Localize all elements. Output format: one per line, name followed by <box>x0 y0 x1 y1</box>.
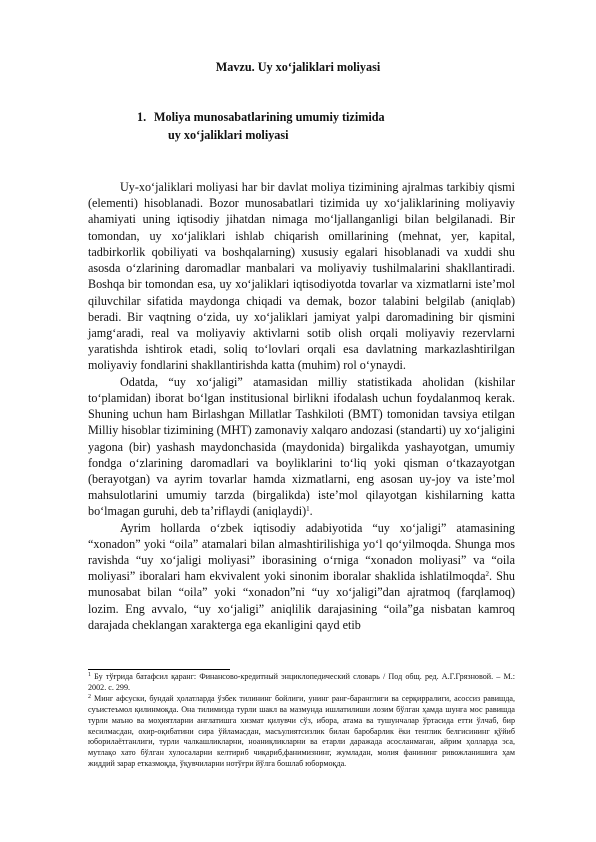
footnote-mark: 2 <box>88 693 91 700</box>
footnote-mark: 1 <box>88 672 91 678</box>
section-title: Moliya munosabatlarining umumiy tizimida <box>154 110 385 124</box>
paragraph <box>88 374 515 520</box>
paragraph-text: Uy-xo‘jaliklari moliyasi har bir davlat moliya tizimining ajralmas tarkibiy qismi (elementi) hisoblanadi. Bozor munosabatlari tizimida uy xo‘jaliklarining moliyaviy ahamiyati uning iqtisodiy jihatdan nimaga mo‘ljallanganligi bilan belgilanadi. Bir tomondan, uy xo‘jaliklari ishlab chiqarish omillarining (mehnat, yer, kapital, tadbirkorlik qobiliyati va boshqalarning) xususiy egalari hisoblanadi va xuddi shu asosda o‘zlarining daromadlar manbalari va moliyaviy tushilmalarini shakllantiradi. Boshqa bir tomondan esa, uy xo‘jaliklari iqtisodiyotda tovarlar va xizmatlarni iste’mol qiluvchilar sifatida maydonga chiqadi va demak, bozor talabini belgilab (aniqlab) beradi. Bir vaqtning o‘zida, uy xo‘jaliklari jamiyat yalpi daromadining bir qismini jamg‘aradi, real va moliyaviy aktivlarni sotib olish orqali moliyaviy rezervlarni yaratishda ishtirok etadi, soliq to‘lovlari orqali esa davlatning markazlashtirilgan moliyaviy fondlarini shakllantirishda katta (muhim) rol o‘ynaydi. <box>88 180 515 373</box>
section-heading-line1 <box>137 108 467 126</box>
paragraph-text-end: . Shu munosabat bilan “oila” yoki “xonadon”ni “uy xo‘jaligi”dan ajratmoq (farqlamoq) lozim. Eng avvalo, “uy xo‘jaligi” aniqlilik darajasining “oila”ga nisbatan kamroq darajada cheklangan xarakterga ega ekanligini qayd etib <box>88 569 515 632</box>
footnote-text: Минг афсуски, бундай ҳолатларда ўзбек тилининг бойлиги, унинг ранг-баранглиги ва серқирралиги, асоссиз равишда, суъистеъмол қилинмоқда. Она тилимизда турли шакл ва мазмунда ишлатилиши лозим бўлган ҳамда шунга мос равишда турли маъно ва моҳиятларни англатишга хизмат қилувчи сўз, ибора, атама ва тушунчалар ўртасида етти ўлчаб, бир кесилмасдан, охир-оқибатини сира ўйламасдан, масъулиятсизлик билан баробарлик ёки тенглик белгисининг қўйиб юборилаётганлиги, турли чалкашликларни, ноаниқликларни ва етарли даражада асосланмаган, айрим ҳолларда эса, мутлақо хато бўлган хулосаларни келтириб чиқариб,фанимизнинг, жумладан, молия фанининг ривожланишига ҳам жиддий зарар етказмоқда, ўқувчиларни нотўғри йўлга бошлаб юбормоқда. <box>88 693 516 769</box>
paragraph-text-end: . <box>309 504 313 519</box>
paragraph <box>88 179 515 374</box>
paragraph-text: Ayrim hollarda o‘zbek iqtisodiy adabiyotida “uy xo‘jaligi” atamasining “xonadon” yoki “oila” atamalari bilan almashtirilishiga yo‘l qo‘yilmoqda. Shunga mos ravishda “uy xo‘jaligi moliyasi” iborasining o‘rniga “xonadon moliyasi” va “oila moliyasi” iboralari ham ekvivalent yoki sinonim iboralar shaklida ishlatilmoqda <box>88 520 515 584</box>
section-heading <box>137 108 467 144</box>
footnote-divider <box>88 669 230 670</box>
section-heading-line2: uy xo‘jaliklari moliyasi <box>168 128 289 142</box>
document-title: Mavzu. Uy xo‘jaliklari moliyasi <box>215 60 381 74</box>
paragraph <box>88 520 515 634</box>
footnote-text: Бу тўғрида батафсил қаранг: Финансово-кредитный энциклопедический словарь / Под общ. ред. А.Г.Грязновой. – М.: 2002. с. 299. <box>88 672 515 692</box>
paragraph-text: Odatda, “uy xo‘jaligi” atamasidan milliy statistikada aholidan (kishilar to‘plamidan) iborat bo‘lgan institusional birlikni ifodalash uchun foydalanmoq kerak. Shuning uchun ham Birlashgan Millatlar Tashkiloti (BMT) tomonidan tavsiya etilgan Milliy hisoblar tizimining (MHT) zamonaviy xalqaro andozasi (standarti) uy xo‘jaligini yagona (bir) yashash maydonchasida (maydonida) birgalikda yashayotgan, umumiy fondga o‘zlarining daromadlari va boyliklarini to‘liq yoki qisman o‘tkazayotgan (berayotgan) va ayrim tovarlar hamda xizmatlarni, eng asosan uy-joy va iste’mol mahsulotlarini umumiy tarzda (birgalikda) iste’mol qilayotgan kishilarning katta bo‘lmagan guruhi, deb ta’riflaydi (aniqlaydi) <box>88 374 515 519</box>
footnotes <box>88 672 515 770</box>
footnote-ref[interactable]: 1 <box>306 505 310 514</box>
footnote-ref[interactable]: 2 <box>485 570 489 579</box>
footnote <box>88 694 515 770</box>
body-text <box>88 179 515 633</box>
section-number: 1. <box>137 110 147 124</box>
footnote <box>88 672 515 694</box>
